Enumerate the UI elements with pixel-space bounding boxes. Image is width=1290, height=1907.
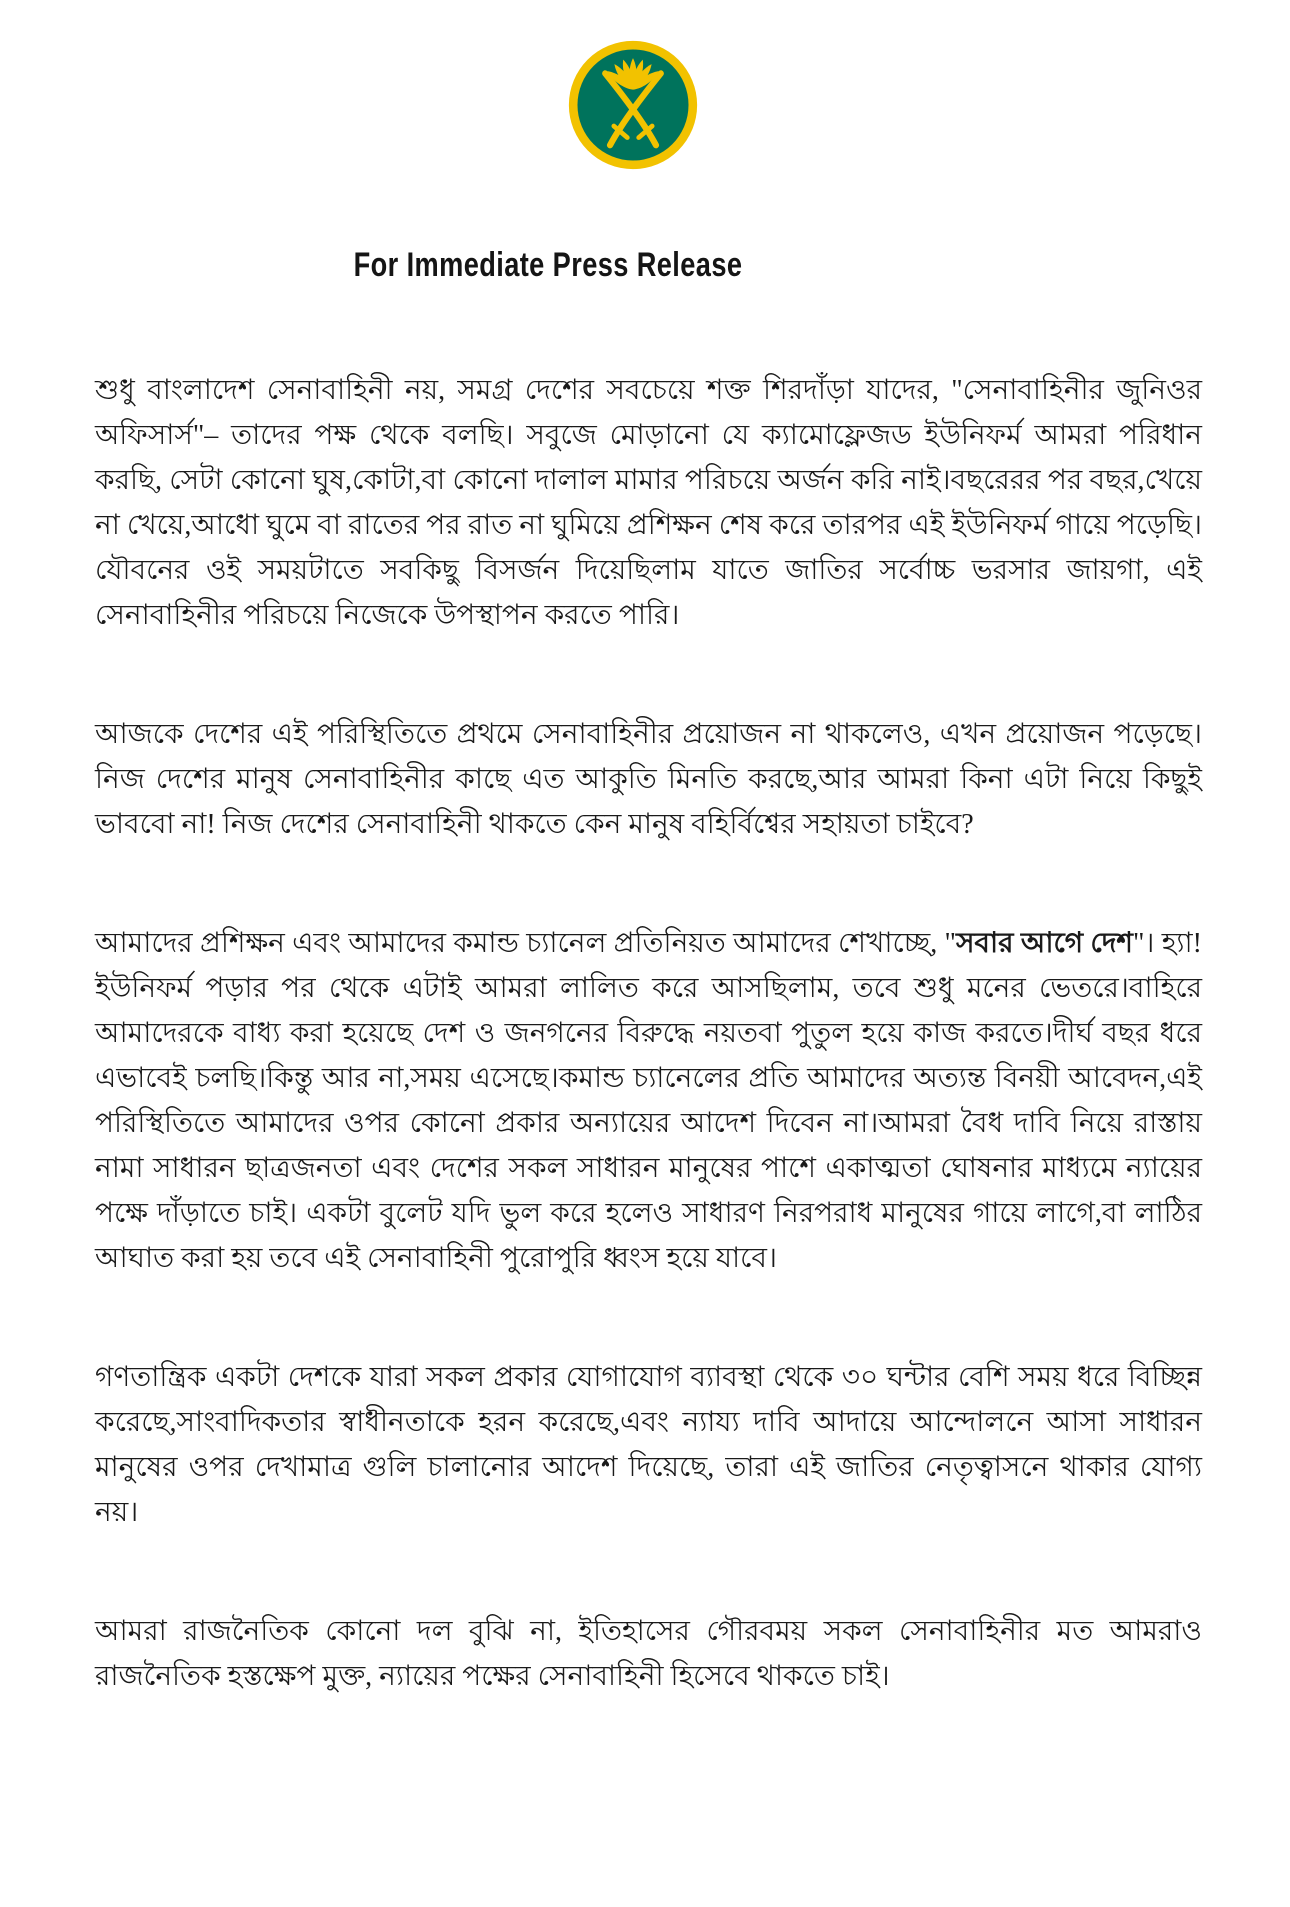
paragraph-condemnation: গণতান্ত্রিক একটা দেশকে যারা সকল প্রকার যোগাযোগ ব্যাবস্থা থেকে ৩০ ঘন্টার বেশি সময় ধরে বিচ্ছিন্ন করেছে,সাংবাদিকতার স্বাধীনতাকে হরন করেছে,এবং ন্যায্য দাবি আদায়ে আন্দোলনে আসা সাধারন মানুষের ওপর দেখামাত্র গুলি চালানোর আদেশ দিয়েছে, তারা এই জাতির নেতৃত্বাসনে থাকার যোগ্য নয়। — [95, 1362, 1202, 1528]
motto-country-first: সবার আগে দেশ — [955, 928, 1133, 959]
paragraph-need-for-army: আজকে দেশের এই পরিস্থিতিতে প্রথমে সেনাবাহিনীর প্রয়োজন না থাকলেও, এখন প্রয়োজন পড়েছে।নিজ দেশের মানুষ সেনাবাহিনীর কাছে এত আকুতি মিনতি করছে,আর আমরা কিনা এটা নিয়ে কিছুই ভাববো না! নিজ দেশের সেনাবাহিনী থাকতে কেন মানুষ বহির্বিশ্বের সহায়তা চাইবে? — [95, 719, 1202, 840]
paragraph-appeal-rest: "। হ্যা!ইউনিফর্ম পড়ার পর থেকে এটাই আমরা লালিত করে আসছিলাম, তবে শুধু মনের ভেতরে।বাহিরে আমাদেরকে বাধ্য করা হয়েছে দেশ ও জনগনের বিরুদ্ধে নয়তবা পুতুল হয়ে কাজ করতে।দীর্ঘ বছর ধরে এভাবেই চলছি।কিন্তু আর না,সময় এসেছে।কমান্ড চ্যানেলের প্রতি আমাদের অত্যন্ত বিনয়ী আবেদন,এই পরিস্থিতিতে আমাদের ওপর কোনো প্রকার অন্যায়ের আদেশ দিবেন না।আমরা বৈধ দাবি নিয়ে রাস্তায় নামা সাধারন ছাত্রজনতা এবং দেশের সকল সাধারন মানুষের পাশে একাত্মতা ঘোষনার মাধ্যমে ন্যায়ের পক্ষে দাঁড়াতে চাই। একটা বুলেট যদি ভুল করে হলেও সাধারণ নিরপরাধ মানুষের গায়ে লাগে,বা লাঠির আঘাত করা হয় তবে এই সেনাবাহিনী পুরোপুরি ধ্বংস হয়ে যাবে। — [95, 928, 1202, 1274]
army-logo — [0, 0, 1290, 172]
paragraph-appeal-lead: আমাদের প্রশিক্ষন এবং আমাদের কমান্ড চ্যানেল প্রতিনিয়ত আমাদের শেখাচ্ছে, " — [95, 928, 956, 959]
paragraph-appeal-to-command — [95, 921, 1202, 1281]
press-release-title — [0, 248, 1290, 282]
bangladesh-army-emblem-icon — [566, 38, 700, 172]
document-body — [95, 368, 1202, 1699]
press-release-title-text: For Immediate Press Release — [353, 246, 743, 284]
paragraph-nonpolitical-stance: আমরা রাজনৈতিক কোনো দল বুঝি না, ইতিহাসের গৌরবময় সকল সেনাবাহিনীর মত আমরাও রাজনৈতিক হস্তক্ষেপ মুক্ত, ন্যায়ের পক্ষের সেনাবাহিনী হিসেবে থাকতে চাই। — [95, 1616, 1202, 1692]
paragraph-identity: শুধু বাংলাদেশ সেনাবাহিনী নয়, সমগ্র দেশের সবচেয়ে শক্ত শিরদাঁড়া যাদের, "সেনাবাহিনীর জুনিওর অফিসার্স"– তাদের পক্ষ থেকে বলছি। সবুজে মোড়ানো যে ক্যামোফ্লেজড ইউনিফর্ম আমরা পরিধান করছি, সেটা কোনো ঘুষ,কোটা,বা কোনো দালাল মামার পরিচয়ে অর্জন করি নাই।বছরেরর পর বছর,খেয়ে না খেয়ে,আধো ঘুমে বা রাতের পর রাত না ঘুমিয়ে প্রশিক্ষন শেষ করে তারপর এই ইউনিফর্ম গায়ে পড়েছি।যৌবনের ওই সময়টাতে সবকিছু বিসর্জন দিয়েছিলাম যাতে জাতির সর্বোচ্চ ভরসার জায়গা, এই সেনাবাহিনীর পরিচয়ে নিজেকে উপস্থাপন করতে পারি। — [95, 375, 1202, 631]
